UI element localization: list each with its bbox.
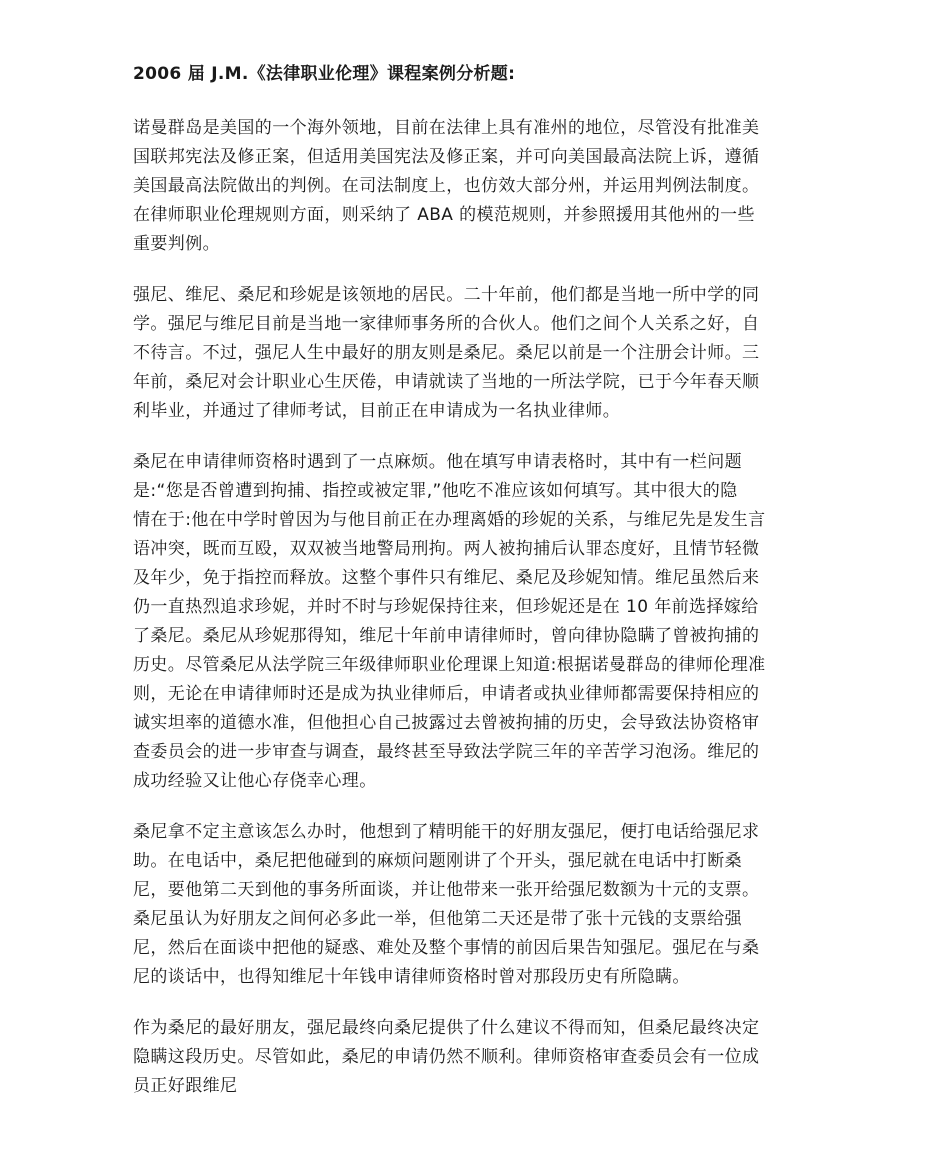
text-line: 不待言。不过，强尼人生中最好的朋友则是桑尼。桑尼以前是一个注册会计师。三 [133, 343, 760, 363]
text-line: 则，无论在申请律师时还是成为执业律师后，申请者或执业律师都需要保持相应的 [133, 684, 760, 704]
text-line: 情在于:他在中学时曾因为与他目前正在办理离婚的珍妮的关系，与维尼先是发生言 [133, 510, 766, 530]
text-line: 桑尼在申请律师资格时遇到了一点麻烦。他在填写申请表格时，其中有一栏问题 [133, 452, 742, 472]
document-body [133, 60, 813, 1123]
text-line: 在律师职业伦理规则方面，则采纳了 ABA 的模范规则，并参照援用其他州的一些 [133, 205, 755, 225]
text-line: 桑尼拿不定主意该怎么办时，他想到了精明能干的好朋友强尼，便打电话给强尼求 [133, 822, 760, 842]
text-line: 查委员会的进一步审查与调查，最终甚至导致法学院三年的辛苦学习泡汤。维尼的 [133, 742, 760, 762]
text-line: 利毕业，并通过了律师考试，目前正在申请成为一名执业律师。 [133, 401, 621, 421]
text-line: 了桑尼。桑尼从珍妮那得知，维尼十年前申请律师时，曾向律协隐瞒了曾被拘捕的 [133, 626, 760, 646]
paragraph-2 [133, 281, 813, 426]
text-line: 重要判例。 [133, 234, 220, 254]
paragraph-3 [133, 448, 813, 796]
text-line: 尼，要他第二天到他的事务所面谈，并让他带来一张开给强尼数额为十元的支票。 [133, 880, 760, 900]
paragraph-5 [133, 1014, 813, 1101]
text-line: 助。在电话中，桑尼把他碰到的麻烦问题刚讲了个开头，强尼就在电话中打断桑 [133, 851, 742, 871]
text-line: 美国最高法院做出的判例。在司法制度上，也仿效大部分州，并运用判例法制度。 [133, 176, 760, 196]
text-line: 隐瞒这段历史。尽管如此，桑尼的申请仍然不顺利。律师资格审查委员会有一位成 [133, 1047, 760, 1067]
text-line: 桑尼虽认为好朋友之间何必多此一举，但他第二天还是带了张十元钱的支票给强 [133, 909, 742, 929]
text-line: 语冲突，既而互殴，双双被当地警局刑拘。两人被拘捕后认罪态度好，且情节轻微 [133, 539, 760, 559]
text-line: 是:“您是否曾遭到拘捕、指控或被定罪,”他吃不准应该如何填写。其中很大的隐 [133, 481, 738, 501]
text-line: 历史。尽管桑尼从法学院三年级律师职业伦理课上知道:根据诺曼群岛的律师伦理准 [133, 655, 766, 675]
paragraph-1 [133, 114, 813, 259]
text-line: 强尼、维尼、桑尼和珍妮是该领地的居民。二十年前，他们都是当地一所中学的同 [133, 285, 760, 305]
text-line: 仍一直热烈追求珍妮，并时不时与珍妮保持往来，但珍妮还是在 10 年前选择嫁给 [133, 597, 759, 617]
text-line: 尼的谈话中，也得知维尼十年钱申请律师资格时曾对那段历史有所隐瞒。 [133, 967, 690, 987]
text-line: 成功经验又让他心存侥幸心理。 [133, 771, 377, 791]
text-line: 诺曼群岛是美国的一个海外领地，目前在法律上具有准州的地位，尽管没有批准美 [133, 118, 760, 138]
text-line: 作为桑尼的最好朋友，强尼最终向桑尼提供了什么建议不得而知，但桑尼最终决定 [133, 1018, 760, 1038]
text-line: 员正好跟维尼 [133, 1076, 238, 1096]
text-line: 年前，桑尼对会计职业心生厌倦，申请就读了当地的一所法学院，已于今年春天顺 [133, 372, 760, 392]
paragraph-4 [133, 818, 813, 992]
document-title: 2006 届 J.M.《法律职业伦理》课程案例分析题: [133, 64, 516, 84]
text-line: 尼，然后在面谈中把他的疑惑、难处及整个事情的前因后果告知强尼。强尼在与桑 [133, 938, 760, 958]
text-line: 及年少，免于指控而释放。这整个事件只有维尼、桑尼及珍妮知情。维尼虽然后来 [133, 568, 760, 588]
text-line: 学。强尼与维尼目前是当地一家律师事务所的合伙人。他们之间个人关系之好，自 [133, 314, 760, 334]
text-line: 国联邦宪法及修正案，但适用美国宪法及修正案，并可向美国最高法院上诉，遵循 [133, 147, 760, 167]
text-line: 诚实坦率的道德水准，但他担心自己披露过去曾被拘捕的历史，会导致法协资格审 [133, 713, 760, 733]
